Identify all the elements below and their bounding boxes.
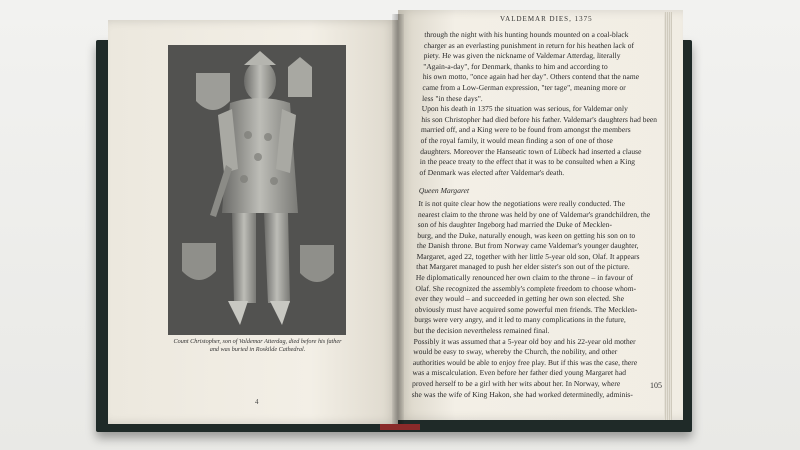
text-line: It is not quite clear how the negotiations were really conducted. The	[418, 198, 626, 208]
text-line: Upon his death in 1375 the situation was serious, for Valdemar only	[421, 104, 628, 114]
book-gutter	[392, 14, 404, 424]
running-head: VALDEMAR DIES, 1375	[500, 15, 593, 23]
right-page-number: 105	[650, 381, 662, 390]
text-line: Olaf. She recognized the assembly's complete freedom to choose whom-	[415, 283, 637, 293]
caption-line: Count Christopher, son of Valdemar Atterdag, died before his father	[173, 338, 342, 345]
tomb-effigy-photo	[168, 45, 346, 335]
text-line: piety. He was given the nickname of Valdemar Atterdag, literally	[423, 51, 621, 61]
paragraph-1	[419, 30, 676, 178]
text-line: less "in these days".	[421, 93, 483, 103]
paragraph-2	[412, 199, 671, 400]
text-line: in the peace treaty to the effect that it was to be consulted when a King	[419, 157, 636, 167]
photo-caption	[150, 338, 365, 354]
text-line: married off, and a King were to be found from amongst the members	[420, 125, 631, 135]
text-line: obviously must have acquired some powerful men friends. The Mecklen-	[414, 304, 638, 314]
text-line: the Danish throne. But from Norway came Valdemar's younger daughter,	[416, 241, 639, 251]
text-line: through the night with his hunting hounds mounted on a coal-black	[424, 30, 629, 39]
text-line: but the decision nevertheless remained final.	[413, 326, 550, 336]
text-line: of the royal family, it would mean finding a son of one of those	[420, 135, 614, 145]
text-line: charger as an everlasting punishment in return for his heathen lack of	[423, 40, 635, 50]
text-line: of Denmark was elected after Valdemar's death.	[419, 167, 565, 177]
text-line: she was the wife of King Hakon, she had worked determinedly, adminis-	[411, 389, 634, 399]
text-line: burg, and the Duke, naturally enough, was keen on getting his son on to	[417, 230, 636, 240]
right-page-body	[412, 30, 677, 400]
text-line: He diplomatically renounced her own claim to the throne – in favour of	[415, 273, 634, 283]
text-line: proved herself to be a girl with her wits about her. In Norway, where	[411, 379, 621, 388]
text-line: authorities would be able to enjoy free play. But if this was the case, there	[412, 357, 638, 367]
text-line: Margaret, aged 22, together with her little 5-year old son, Olaf. It appears	[416, 251, 640, 261]
caption-line: and was buried in Roskilde Cathedral.	[209, 346, 306, 353]
shield-top-left-icon	[196, 73, 230, 110]
text-line: son of his daughter Ingeborg had married the Duke of Mecklen-	[417, 220, 613, 230]
text-line: daughters. Moreover the Hanseatic town of Lübeck had inserted a clause	[420, 146, 642, 156]
shield-bottom-left-icon	[182, 243, 216, 280]
left-page-number: 4	[255, 398, 259, 406]
text-line: his son Christopher had died before his father. Valdemar's daughters had been	[421, 114, 658, 124]
text-line: was a miscalculation. Even before her father died young Margaret had	[412, 368, 627, 378]
text-line: Possibly it was assumed that a 5-year old boy and his 22-year old mother	[413, 336, 636, 346]
section-subheading: Queen Margaret	[418, 186, 470, 196]
effigy-illustration	[168, 45, 346, 335]
text-line: nearest claim to the throne was held by one of Valdemar's grandchildren, the	[417, 209, 651, 219]
text-line: came from a Low-German expression, "ter tage", meaning more or	[422, 82, 626, 92]
text-line: ever they would – and succeeded in getting her own son elected. She	[414, 294, 625, 304]
text-line: burgs were very angry, and it led to many complications in the future,	[414, 315, 627, 325]
text-line: that Margaret managed to push her elder sister's son out of the picture.	[416, 262, 630, 272]
bookmark-ribbon	[380, 424, 420, 430]
text-line: "Again-a-day", for Denmark, thanks to him and according to	[423, 61, 608, 71]
text-line: his own motto, "once again had her day". Others contend that the name	[422, 72, 640, 82]
text-line: would be easy to sway, whereby the Church, the nobility, and other	[413, 347, 618, 357]
shield-bottom-right-icon	[300, 245, 334, 282]
